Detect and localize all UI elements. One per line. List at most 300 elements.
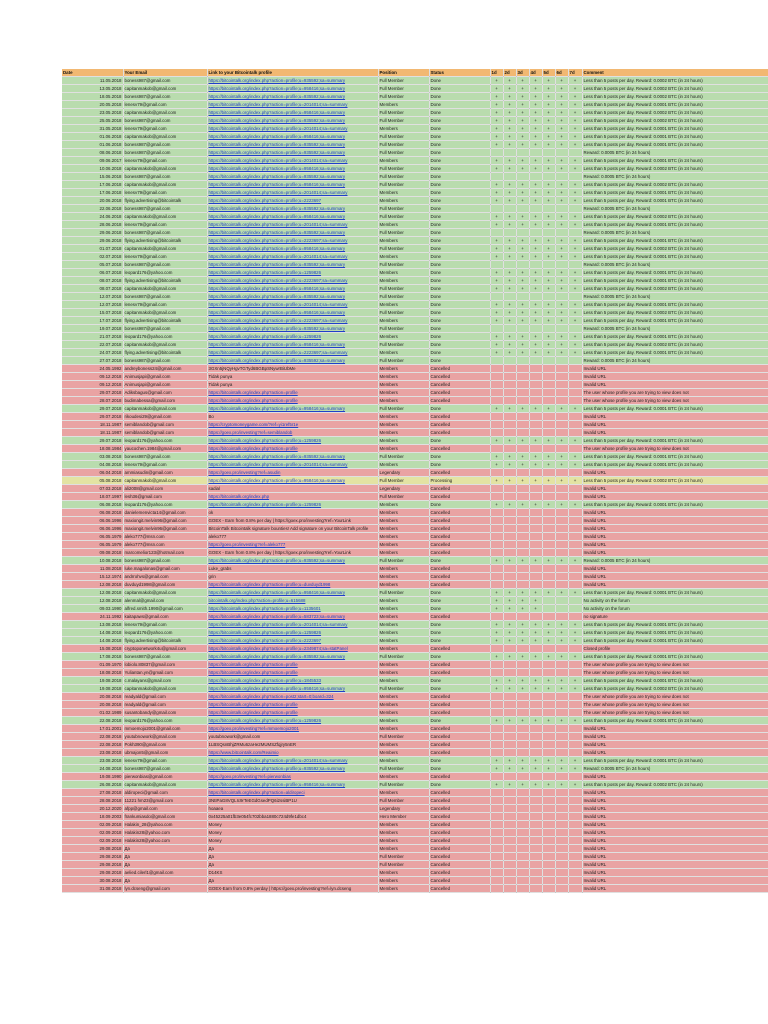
cell-email[interactable]: leopard176@yahoo.com — [123, 717, 207, 725]
cell-status[interactable]: Cancelled — [429, 797, 490, 805]
cell-email[interactable]: ammiasudin@gmail.com — [123, 469, 207, 477]
cell-day-check[interactable] — [542, 381, 555, 389]
cell-day-check[interactable] — [555, 445, 568, 453]
cell-profile-link[interactable]: https://bitcointalk.org/index.php?action=profile;u=2014014;sa=summary — [207, 253, 378, 261]
cell-day-check[interactable]: + — [542, 85, 555, 93]
cell-day-check[interactable] — [542, 613, 555, 621]
cell-comment[interactable]: Less than 5 posts per day. Reward: 0.0001 BTC (in 24 hours) — [582, 437, 768, 445]
cell-comment[interactable]: Less than 5 posts per day. Reward: 0.0001 BTC (in 24 hours) — [582, 621, 768, 629]
cell-day-check[interactable]: + — [529, 461, 542, 469]
cell-day-check[interactable] — [542, 293, 555, 301]
cell-position[interactable]: Members — [378, 549, 429, 557]
cell-day-check[interactable]: + — [529, 125, 542, 133]
cell-date[interactable]: 12.07.2018 — [62, 301, 123, 309]
cell-comment[interactable]: Less than 5 posts per day. Reward: 0.0002 BTC (in 24 hours) — [582, 181, 768, 189]
cell-day-check[interactable]: + — [529, 165, 542, 173]
cell-day-check[interactable] — [490, 397, 503, 405]
cell-day-check[interactable] — [542, 805, 555, 813]
cell-day-check[interactable]: + — [490, 589, 503, 597]
cell-email[interactable]: frankumiasdo@gmail.com — [123, 813, 207, 821]
cell-date[interactable]: 28.08.2018 — [62, 797, 123, 805]
cell-position[interactable]: Members — [378, 413, 429, 421]
cell-day-check[interactable] — [503, 885, 516, 893]
cell-day-check[interactable]: + — [568, 165, 582, 173]
cell-day-check[interactable] — [529, 741, 542, 749]
cell-day-check[interactable]: + — [490, 197, 503, 205]
cell-date[interactable]: 29.06.2018 — [62, 229, 123, 237]
cell-day-check[interactable] — [490, 773, 503, 781]
cell-profile-link[interactable]: https://bitcointalk.org/index.php?action=profile;u=958416;sa=summary — [207, 309, 378, 317]
cell-day-check[interactable]: + — [503, 405, 516, 413]
cell-profile-link[interactable]: D14KS — [207, 869, 378, 877]
cell-position[interactable]: Members — [378, 445, 429, 453]
cell-day-check[interactable]: + — [568, 453, 582, 461]
cell-day-check[interactable]: + — [503, 501, 516, 509]
cell-day-check[interactable] — [555, 669, 568, 677]
cell-email[interactable]: boness987@gmail.com — [123, 293, 207, 301]
cell-day-check[interactable] — [568, 517, 582, 525]
cell-day-check[interactable] — [542, 829, 555, 837]
cell-profile-link[interactable]: aleko777 — [207, 533, 378, 541]
cell-email[interactable]: boness987@gmail.com — [123, 205, 207, 213]
col-4d[interactable]: 4d — [529, 69, 542, 77]
cell-day-check[interactable] — [542, 725, 555, 733]
cell-day-check[interactable] — [503, 645, 516, 653]
cell-comment[interactable]: Reward: 0.0005 BTC (in 24 hours) — [582, 357, 768, 365]
cell-email[interactable]: leopard176@yahoo.com — [123, 333, 207, 341]
cell-email[interactable]: mmoemojo2001@gmail.com — [123, 725, 207, 733]
cell-day-check[interactable]: + — [542, 557, 555, 565]
cell-day-check[interactable] — [568, 861, 582, 869]
cell-profile-link[interactable]: BitcoinTalk Bitcointalk signature bounties! Add signature on your BitcoinTalk profile — [207, 525, 378, 533]
cell-day-check[interactable]: + — [503, 77, 516, 85]
cell-date[interactable]: 29.08.2018 — [62, 869, 123, 877]
cell-day-check[interactable] — [503, 429, 516, 437]
cell-position[interactable]: Members — [378, 269, 429, 277]
cell-profile-link[interactable]: https://bitcointalk.org/index.php?action=profile;u=2223697;sa=summary — [207, 237, 378, 245]
cell-day-check[interactable] — [516, 861, 529, 869]
cell-date[interactable]: 15.06.2018 — [62, 173, 123, 181]
cell-day-check[interactable] — [529, 813, 542, 821]
cell-day-check[interactable]: + — [542, 621, 555, 629]
cell-day-check[interactable]: + — [516, 333, 529, 341]
cell-email[interactable]: capitanmakob@gmail.com — [123, 341, 207, 349]
cell-day-check[interactable]: + — [529, 309, 542, 317]
cell-day-check[interactable]: + — [529, 349, 542, 357]
cell-profile-link[interactable]: https://bitcointalk.org/index.php?action=profile;u=935592;sa=summary — [207, 653, 378, 661]
cell-day-check[interactable] — [490, 749, 503, 757]
cell-comment[interactable]: Less than 5 posts per day. Reward: 0.0001 BTC (in 24 hours) — [582, 157, 768, 165]
cell-day-check[interactable] — [490, 549, 503, 557]
cell-position[interactable]: Full Member — [378, 245, 429, 253]
cell-day-check[interactable]: + — [542, 453, 555, 461]
cell-day-check[interactable] — [503, 573, 516, 581]
cell-status[interactable]: Cancelled — [429, 813, 490, 821]
cell-day-check[interactable] — [568, 525, 582, 533]
cell-day-check[interactable] — [568, 365, 582, 373]
cell-position[interactable]: Full Member — [378, 341, 429, 349]
cell-day-check[interactable] — [568, 645, 582, 653]
cell-date[interactable]: 01.06.2018 — [62, 133, 123, 141]
cell-position[interactable]: Members — [378, 693, 429, 701]
cell-day-check[interactable]: + — [503, 629, 516, 637]
cell-email[interactable]: Да — [123, 845, 207, 853]
cell-date[interactable]: 01.02.1989 — [62, 709, 123, 717]
cell-profile-link[interactable]: https://bitcointalk.org/index.php?action=profile;u=1259826 — [207, 333, 378, 341]
cell-day-check[interactable] — [490, 293, 503, 301]
cell-profile-link[interactable]: https://bitcointalk.org/index.php?action=profile;u=958416;sa=summary — [207, 109, 378, 117]
cell-day-check[interactable] — [555, 205, 568, 213]
cell-position[interactable]: Full Member — [378, 213, 429, 221]
cell-day-check[interactable]: + — [555, 557, 568, 565]
cell-day-check[interactable]: + — [529, 269, 542, 277]
cell-comment[interactable]: Less than 5 posts per day. Reward: 0.0001 BTC (in 24 hours) — [582, 717, 768, 725]
cell-day-check[interactable] — [516, 517, 529, 525]
cell-comment[interactable]: Reward: 0.0005 BTC (in 24 hours) — [582, 261, 768, 269]
cell-profile-link[interactable]: https://bitcointalk.org/index.php?action=profile;u=935592;sa=summary — [207, 293, 378, 301]
cell-day-check[interactable]: + — [516, 589, 529, 597]
cell-day-check[interactable] — [529, 565, 542, 573]
cell-day-check[interactable] — [490, 861, 503, 869]
cell-profile-link[interactable]: Money — [207, 829, 378, 837]
cell-day-check[interactable] — [490, 613, 503, 621]
cell-status[interactable]: Done — [429, 461, 490, 469]
cell-profile-link[interactable]: Bo — [207, 413, 378, 421]
cell-comment[interactable]: Less than 5 posts per day. Reward: 0.0001 BTC (in 24 hours) — [582, 133, 768, 141]
cell-day-check[interactable] — [568, 741, 582, 749]
cell-day-check[interactable]: + — [529, 101, 542, 109]
cell-date[interactable]: 01.06.2018 — [62, 141, 123, 149]
cell-day-check[interactable]: + — [516, 717, 529, 725]
cell-status[interactable]: Cancelled — [429, 741, 490, 749]
cell-profile-link[interactable]: Да — [207, 877, 378, 885]
cell-day-check[interactable] — [542, 573, 555, 581]
cell-date[interactable]: 27.08.2018 — [62, 789, 123, 797]
cell-day-check[interactable] — [542, 325, 555, 333]
cell-status[interactable]: Done — [429, 333, 490, 341]
cell-comment[interactable]: The user whose profile you are trying to view does not — [582, 701, 768, 709]
cell-profile-link[interactable]: https://bitcointalk.org/index.php?action=profile;u=935592;sa=summary — [207, 357, 378, 365]
cell-day-check[interactable]: + — [555, 269, 568, 277]
cell-day-check[interactable] — [542, 837, 555, 845]
cell-profile-link[interactable]: Money — [207, 837, 378, 845]
cell-date[interactable]: 07.03.2018 — [62, 485, 123, 493]
cell-profile-link[interactable]: youtubnowork@gmail.com — [207, 733, 378, 741]
cell-status[interactable]: Cancelled — [429, 693, 490, 701]
cell-email[interactable]: flying.advertising@bitcointalk — [123, 237, 207, 245]
cell-day-check[interactable] — [516, 149, 529, 157]
cell-day-check[interactable]: + — [529, 197, 542, 205]
cell-day-check[interactable] — [555, 357, 568, 365]
cell-email[interactable]: aleko777@msn.com — [123, 541, 207, 549]
cell-comment[interactable]: The user whose profile you are trying to view does not — [582, 693, 768, 701]
cell-day-check[interactable]: + — [516, 557, 529, 565]
cell-email[interactable]: yaucochen.1984@gmail.com — [123, 445, 207, 453]
cell-day-check[interactable]: + — [568, 237, 582, 245]
cell-day-check[interactable]: + — [490, 277, 503, 285]
cell-email[interactable]: boness987@gmail.com — [123, 141, 207, 149]
cell-day-check[interactable] — [503, 845, 516, 853]
cell-day-check[interactable]: + — [503, 349, 516, 357]
cell-date[interactable]: 19.08.1990 — [62, 773, 123, 781]
cell-day-check[interactable]: + — [555, 781, 568, 789]
cell-day-check[interactable] — [516, 741, 529, 749]
cell-day-check[interactable]: + — [555, 501, 568, 509]
cell-day-check[interactable]: + — [490, 181, 503, 189]
cell-day-check[interactable]: + — [503, 341, 516, 349]
cell-day-check[interactable]: + — [529, 597, 542, 605]
cell-comment[interactable]: Less than 5 posts per day. Reward: 0.0001 BTC (in 24 hours) — [582, 349, 768, 357]
cell-day-check[interactable]: + — [529, 781, 542, 789]
cell-day-check[interactable] — [503, 869, 516, 877]
cell-day-check[interactable] — [503, 517, 516, 525]
cell-day-check[interactable]: + — [568, 677, 582, 685]
cell-day-check[interactable]: + — [529, 341, 542, 349]
cell-position[interactable]: Full Member — [378, 477, 429, 485]
cell-profile-link[interactable]: https://bitcointalk.org/index.php?action=profile;u=583723;sa=summary — [207, 613, 378, 621]
cell-day-check[interactable] — [490, 869, 503, 877]
cell-position[interactable]: Members — [378, 789, 429, 797]
cell-date[interactable]: 09.12.2018 — [62, 381, 123, 389]
cell-day-check[interactable]: + — [568, 213, 582, 221]
cell-position[interactable]: Full Member — [378, 405, 429, 413]
cell-day-check[interactable] — [503, 773, 516, 781]
cell-day-check[interactable]: + — [529, 77, 542, 85]
cell-comment[interactable]: Less than 5 posts per day. Reward: 0.0002 BTC (in 24 hours) — [582, 77, 768, 85]
cell-day-check[interactable]: + — [542, 461, 555, 469]
cell-status[interactable]: Done — [429, 173, 490, 181]
cell-status[interactable]: Cancelled — [429, 645, 490, 653]
cell-day-check[interactable] — [542, 813, 555, 821]
cell-day-check[interactable] — [555, 261, 568, 269]
cell-status[interactable]: Done — [429, 453, 490, 461]
cell-profile-link[interactable]: https://bitcointalk.org/index.php?action=profile;u=2223697;sa=summary — [207, 277, 378, 285]
cell-day-check[interactable] — [490, 325, 503, 333]
cell-email[interactable]: boness987@gmail.com — [123, 357, 207, 365]
cell-day-check[interactable]: + — [568, 685, 582, 693]
cell-day-check[interactable] — [516, 541, 529, 549]
cell-profile-link[interactable]: https://bitcointalk.org/index.php?action=profile;u=1259826 — [207, 501, 378, 509]
cell-comment[interactable]: Less than 5 posts per day. Reward: 0.0002 BTC (in 24 hours) — [582, 685, 768, 693]
cell-date[interactable]: 18.07.1997 — [62, 493, 123, 501]
cell-day-check[interactable] — [555, 837, 568, 845]
cell-day-check[interactable] — [529, 149, 542, 157]
cell-day-check[interactable]: + — [555, 101, 568, 109]
cell-position[interactable]: Members — [378, 365, 429, 373]
cell-position[interactable]: Members — [378, 869, 429, 877]
cell-day-check[interactable] — [503, 293, 516, 301]
cell-day-check[interactable] — [542, 693, 555, 701]
cell-day-check[interactable]: + — [503, 85, 516, 93]
cell-comment[interactable]: Less than 5 posts per day. Reward: 0.0002 BTC (in 24 hours) — [582, 117, 768, 125]
cell-profile-link[interactable]: https://bitcointalk.org/index.php?action=profile;u=2223697;sa=summary — [207, 349, 378, 357]
cell-day-check[interactable] — [490, 509, 503, 517]
cell-day-check[interactable]: + — [516, 653, 529, 661]
cell-day-check[interactable] — [542, 597, 555, 605]
cell-day-check[interactable] — [516, 613, 529, 621]
cell-date[interactable]: 23.08.2018 — [62, 749, 123, 757]
col-5d[interactable]: 5d — [542, 69, 555, 77]
cell-status[interactable]: Done — [429, 77, 490, 85]
cell-day-check[interactable] — [542, 885, 555, 893]
cell-date[interactable]: 24.06.2018 — [62, 213, 123, 221]
cell-day-check[interactable] — [568, 533, 582, 541]
cell-day-check[interactable] — [542, 445, 555, 453]
cell-day-check[interactable] — [529, 381, 542, 389]
cell-day-check[interactable]: + — [490, 125, 503, 133]
cell-status[interactable]: Cancelled — [429, 837, 490, 845]
cell-day-check[interactable]: + — [555, 341, 568, 349]
cell-day-check[interactable] — [568, 573, 582, 581]
cell-day-check[interactable]: + — [555, 685, 568, 693]
cell-date[interactable]: 09.12.2018 — [62, 373, 123, 381]
cell-day-check[interactable] — [555, 509, 568, 517]
cell-position[interactable]: Members — [378, 677, 429, 685]
cell-date[interactable]: 06.05.1979 — [62, 533, 123, 541]
cell-status[interactable]: Done — [429, 349, 490, 357]
cell-email[interactable]: capitanmakob@gmail.com — [123, 309, 207, 317]
cell-position[interactable]: Full Member — [378, 293, 429, 301]
cell-profile-link[interactable]: Tidak punya — [207, 381, 378, 389]
cell-profile-link[interactable]: https://bitcointalk.org/index.php?action=profile;u=958416;sa=summary — [207, 133, 378, 141]
cell-status[interactable]: Done — [429, 181, 490, 189]
cell-email[interactable]: readyald@gmail.com — [123, 693, 207, 701]
cell-day-check[interactable]: + — [503, 653, 516, 661]
cell-status[interactable]: Cancelled — [429, 869, 490, 877]
cell-email[interactable]: 11221 hm23@gmail.com — [123, 797, 207, 805]
cell-day-check[interactable] — [555, 493, 568, 501]
col-date[interactable]: Date — [62, 69, 123, 77]
cell-day-check[interactable]: + — [568, 781, 582, 789]
cell-email[interactable]: lenesv79@gmail.com — [123, 101, 207, 109]
cell-comment[interactable]: Reward: 0.0005 BTC (in 24 hours) — [582, 205, 768, 213]
cell-day-check[interactable]: + — [555, 117, 568, 125]
cell-day-check[interactable] — [555, 525, 568, 533]
cell-profile-link[interactable]: 0x45225a01fb3e054fc702bba1880c724d9fe1dbc4 — [207, 813, 378, 821]
cell-date[interactable]: 01.09.1970 — [62, 661, 123, 669]
cell-day-check[interactable] — [516, 797, 529, 805]
cell-position[interactable]: Members — [378, 661, 429, 669]
cell-comment[interactable]: No activity on the forum — [582, 605, 768, 613]
cell-email[interactable]: capitanmakob@gmail.com — [123, 133, 207, 141]
cell-day-check[interactable] — [490, 373, 503, 381]
cell-position[interactable]: Members — [378, 125, 429, 133]
cell-email[interactable]: boness987@gmail.com — [123, 453, 207, 461]
cell-day-check[interactable] — [529, 445, 542, 453]
cell-day-check[interactable] — [503, 381, 516, 389]
cell-day-check[interactable] — [529, 373, 542, 381]
cell-date[interactable]: 05.08.2018 — [62, 477, 123, 485]
cell-profile-link[interactable]: https://bitcointalk.org/index.php?action=profile — [207, 389, 378, 397]
cell-comment[interactable]: Less than 5 posts per day. Reward: 0.0002 BTC (in 24 hours) — [582, 309, 768, 317]
cell-day-check[interactable]: + — [568, 277, 582, 285]
cell-day-check[interactable]: + — [516, 213, 529, 221]
cell-day-check[interactable] — [490, 493, 503, 501]
cell-date[interactable]: 23.08.2018 — [62, 757, 123, 765]
cell-day-check[interactable]: + — [542, 437, 555, 445]
cell-day-check[interactable]: + — [542, 157, 555, 165]
cell-day-check[interactable]: + — [542, 341, 555, 349]
cell-position[interactable]: Full Member — [378, 685, 429, 693]
cell-day-check[interactable]: + — [503, 277, 516, 285]
cell-day-check[interactable]: + — [555, 437, 568, 445]
cell-email[interactable]: lenesv79@gmail.com — [123, 221, 207, 229]
cell-profile-link[interactable]: https://bitcointalk.org/index.php?action=profile;u=2349874;sa=statPanel — [207, 645, 378, 653]
cell-day-check[interactable]: + — [490, 93, 503, 101]
cell-day-check[interactable] — [529, 205, 542, 213]
cell-day-check[interactable] — [555, 573, 568, 581]
cell-day-check[interactable]: + — [490, 77, 503, 85]
cell-email[interactable]: Halakin28@yahoo.com — [123, 829, 207, 837]
cell-day-check[interactable] — [568, 797, 582, 805]
cell-day-check[interactable] — [529, 573, 542, 581]
cell-day-check[interactable]: + — [555, 85, 568, 93]
cell-position[interactable]: Full Member — [378, 205, 429, 213]
cell-day-check[interactable] — [542, 229, 555, 237]
cell-day-check[interactable]: + — [503, 301, 516, 309]
cell-day-check[interactable] — [490, 389, 503, 397]
cell-day-check[interactable] — [516, 549, 529, 557]
cell-day-check[interactable]: + — [516, 317, 529, 325]
cell-day-check[interactable]: + — [516, 597, 529, 605]
cell-day-check[interactable] — [555, 485, 568, 493]
cell-day-check[interactable] — [516, 701, 529, 709]
cell-day-check[interactable]: + — [542, 717, 555, 725]
cell-profile-link[interactable]: https://bitcointalk.org/index.php?action=profile;u=935592;sa=summary — [207, 173, 378, 181]
cell-comment[interactable]: Reward: 0.0005 BTC (in 24 hours) — [582, 149, 768, 157]
cell-position[interactable]: Full Member — [378, 285, 429, 293]
cell-day-check[interactable] — [516, 365, 529, 373]
cell-day-check[interactable] — [490, 469, 503, 477]
cell-position[interactable]: Legendary — [378, 469, 429, 477]
cell-day-check[interactable] — [503, 389, 516, 397]
cell-date[interactable]: 29.07.2018 — [62, 405, 123, 413]
cell-status[interactable]: Done — [429, 245, 490, 253]
cell-position[interactable]: Full Member — [378, 309, 429, 317]
cell-date[interactable]: 19.08.2018 — [62, 685, 123, 693]
cell-day-check[interactable]: + — [516, 437, 529, 445]
cell-day-check[interactable] — [555, 413, 568, 421]
cell-profile-link[interactable]: https://bitcointalk.org/index.php?action=profile;u=1845533 — [207, 677, 378, 685]
cell-day-check[interactable] — [516, 821, 529, 829]
cell-day-check[interactable]: + — [503, 621, 516, 629]
cell-day-check[interactable]: + — [490, 301, 503, 309]
cell-day-check[interactable]: + — [529, 405, 542, 413]
cell-date[interactable]: 06.05.1979 — [62, 541, 123, 549]
cell-position[interactable]: Members — [378, 501, 429, 509]
cell-day-check[interactable] — [542, 661, 555, 669]
cell-day-check[interactable]: + — [555, 197, 568, 205]
cell-day-check[interactable] — [568, 877, 582, 885]
cell-profile-link[interactable]: GOEX - Earn from 0.8% per day | https://goex.pro/investing?ref=YourLink — [207, 517, 378, 525]
cell-day-check[interactable] — [542, 869, 555, 877]
cell-day-check[interactable] — [529, 845, 542, 853]
cell-email[interactable]: boness987@gmail.com — [123, 173, 207, 181]
cell-day-check[interactable] — [555, 829, 568, 837]
cell-status[interactable]: Done — [429, 205, 490, 213]
cell-day-check[interactable] — [555, 813, 568, 821]
col-3d[interactable]: 3d — [516, 69, 529, 77]
cell-day-check[interactable]: + — [529, 501, 542, 509]
cell-day-check[interactable] — [529, 581, 542, 589]
cell-email[interactable]: andrrohvs@gmail.com — [123, 573, 207, 581]
cell-position[interactable]: Members — [378, 277, 429, 285]
cell-day-check[interactable]: + — [516, 157, 529, 165]
cell-day-check[interactable] — [516, 533, 529, 541]
cell-day-check[interactable]: + — [516, 477, 529, 485]
cell-day-check[interactable]: + — [516, 341, 529, 349]
cell-status[interactable]: Done — [429, 197, 490, 205]
